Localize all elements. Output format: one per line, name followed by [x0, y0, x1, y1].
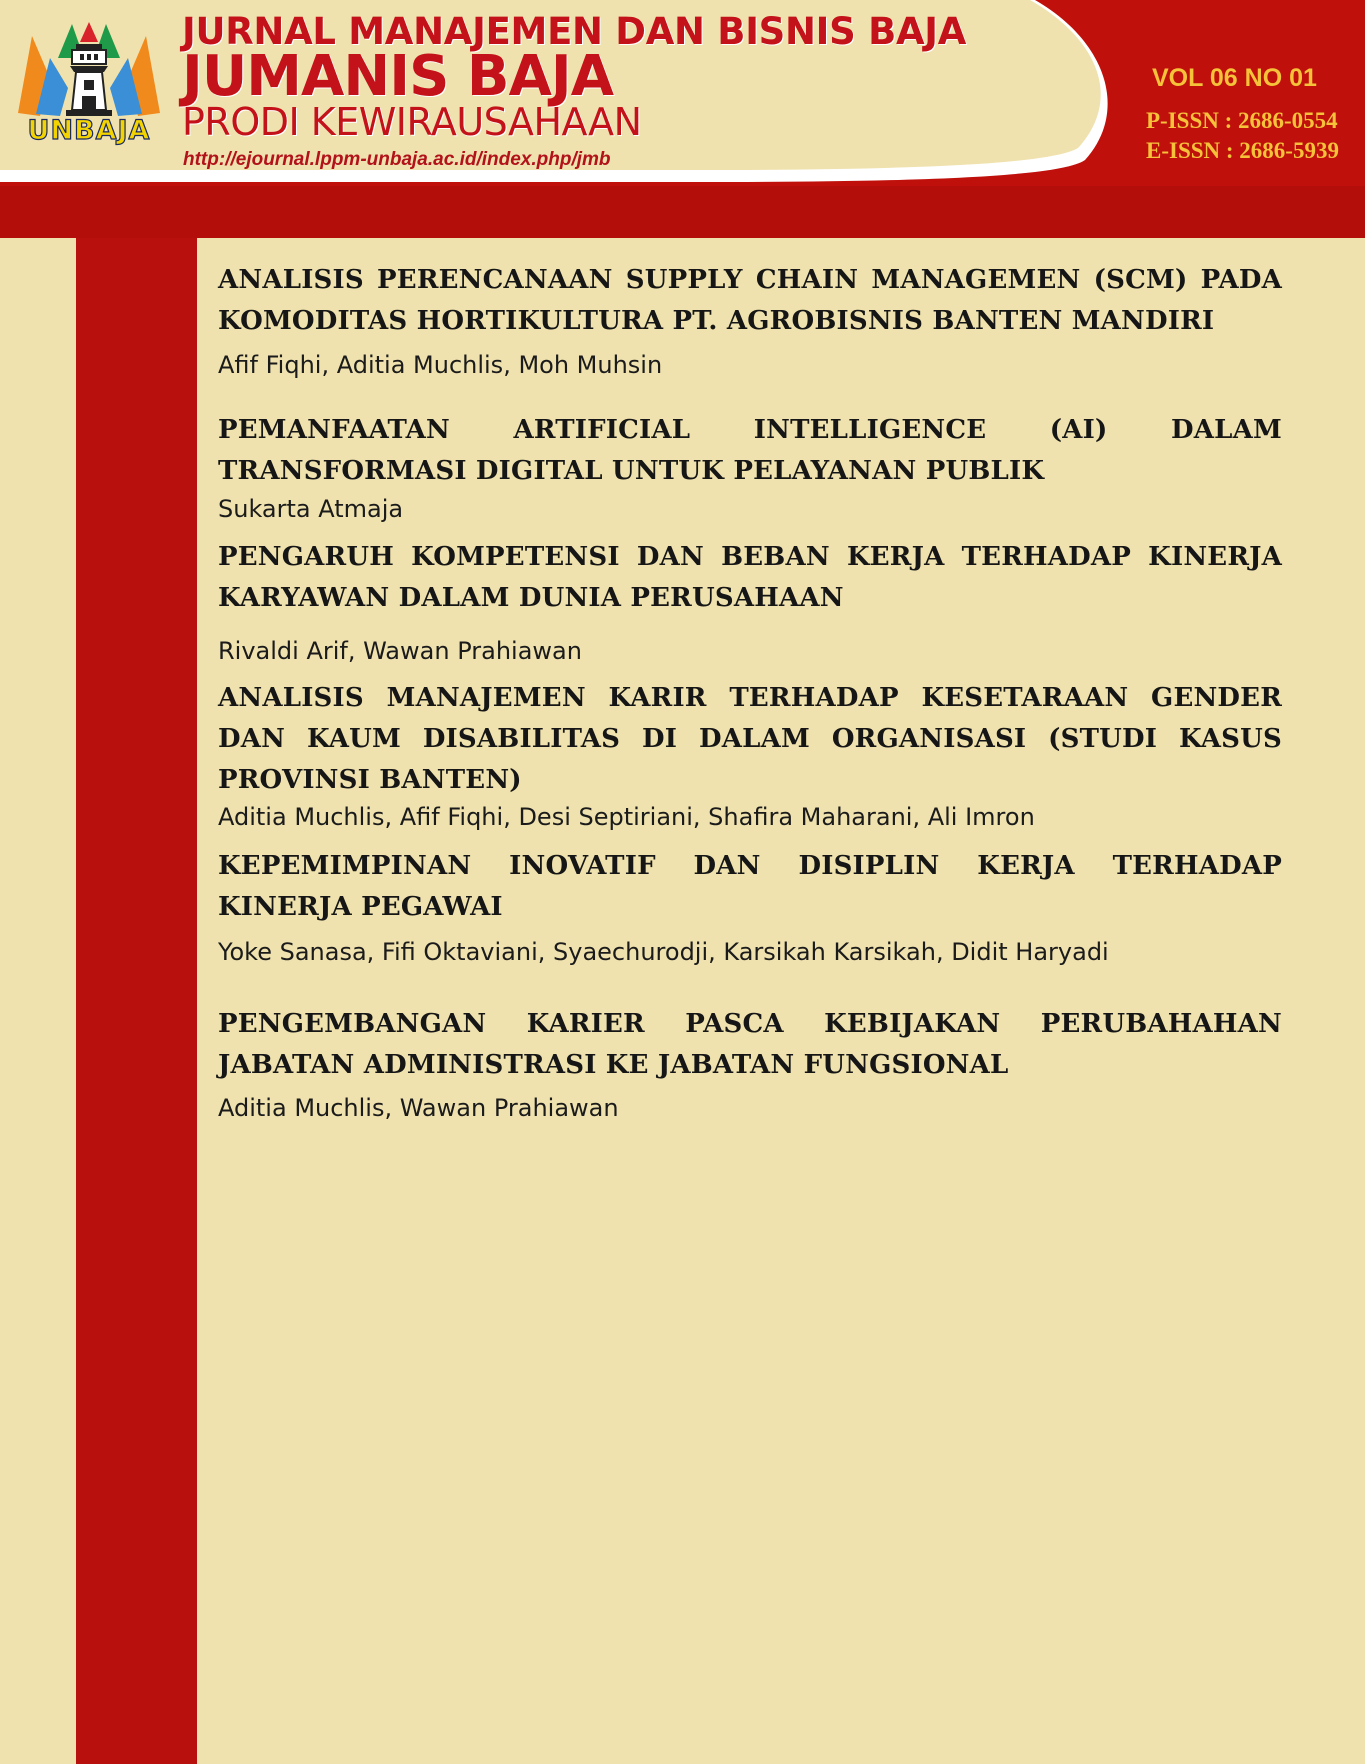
article-entry [218, 678, 1282, 831]
article-authors: Sukarta Atmaja [218, 495, 404, 523]
article-title[interactable]: ANALISIS MANAJEMEN KARIR TERHADAP KESETARAAN GENDER DAN KAUM DISABILITAS DI DALAM ORGANISASI (STUDI KASUS PROVINSI BANTEN) [218, 683, 1282, 795]
article-authors: Yoke Sanasa, Fifi Oktaviani, Syaechurodji, Karsikah Karsikah, Didit Haryadi [218, 938, 1109, 966]
article-authors: Afif Fiqhi, Aditia Muchlis, Moh Muhsin [218, 351, 663, 379]
article-entry [218, 846, 1282, 966]
article-title[interactable]: ANALISIS PERENCANAAN SUPPLY CHAIN MANAGEMEN (SCM) PADA KOMODITAS HORTIKULTURA PT. AGROBISNIS BANTEN MANDIRI [218, 265, 1282, 336]
article-authors: Aditia Muchlis, Afif Fiqhi, Desi Septiriani, Shafira Maharani, Ali Imron [218, 803, 1035, 831]
article-title[interactable]: PENGARUH KOMPETENSI DAN BEBAN KERJA TERHADAP KINERJA KARYAWAN DALAM DUNIA PERUSAHAAN [218, 542, 1282, 613]
journal-short-name: JUMANIS BAJA [182, 44, 614, 109]
article-authors: Rivaldi Arif, Wawan Prahiawan [218, 637, 582, 665]
journal-full-name: JURNAL MANAJEMEN DAN BISNIS BAJA [182, 10, 967, 53]
logo-wordmark: UNBAJA [27, 115, 151, 146]
article-entry [218, 537, 1282, 665]
print-issn: P-ISSN : 2686-0554 [1146, 108, 1338, 133]
university-logo [10, 18, 168, 146]
left-accent-bar [76, 238, 197, 1764]
article-entry [218, 260, 1282, 379]
volume-number: VOL 06 NO 01 [1152, 64, 1317, 92]
article-title[interactable]: PENGEMBANGAN KARIER PASCA KEBIJAKAN PERUBAHAHAN JABATAN ADMINISTRASI KE JABATAN FUNGSIONAL [218, 1009, 1282, 1080]
article-entry [218, 410, 1282, 523]
tower-emblem-icon [10, 18, 168, 128]
article-authors: Aditia Muchlis, Wawan Prahiawan [218, 1094, 619, 1122]
journal-url[interactable]: http://ejournal.lppm-unbaja.ac.id/index.php/jmb [183, 149, 611, 170]
article-entry [218, 1004, 1282, 1122]
study-program: PRODI KEWIRAUSAHAAN [182, 100, 642, 144]
electronic-issn: E-ISSN : 2686-5939 [1146, 138, 1339, 163]
article-title[interactable]: KEPEMIMPINAN INOVATIF DAN DISIPLIN KERJA TERHADAP KINERJA PEGAWAI [218, 851, 1282, 922]
article-title[interactable]: PEMANFAATAN ARTIFICIAL INTELLIGENCE (AI) DALAM TRANSFORMASI DIGITAL UNTUK PELAYANAN PUBLIK [218, 415, 1282, 486]
